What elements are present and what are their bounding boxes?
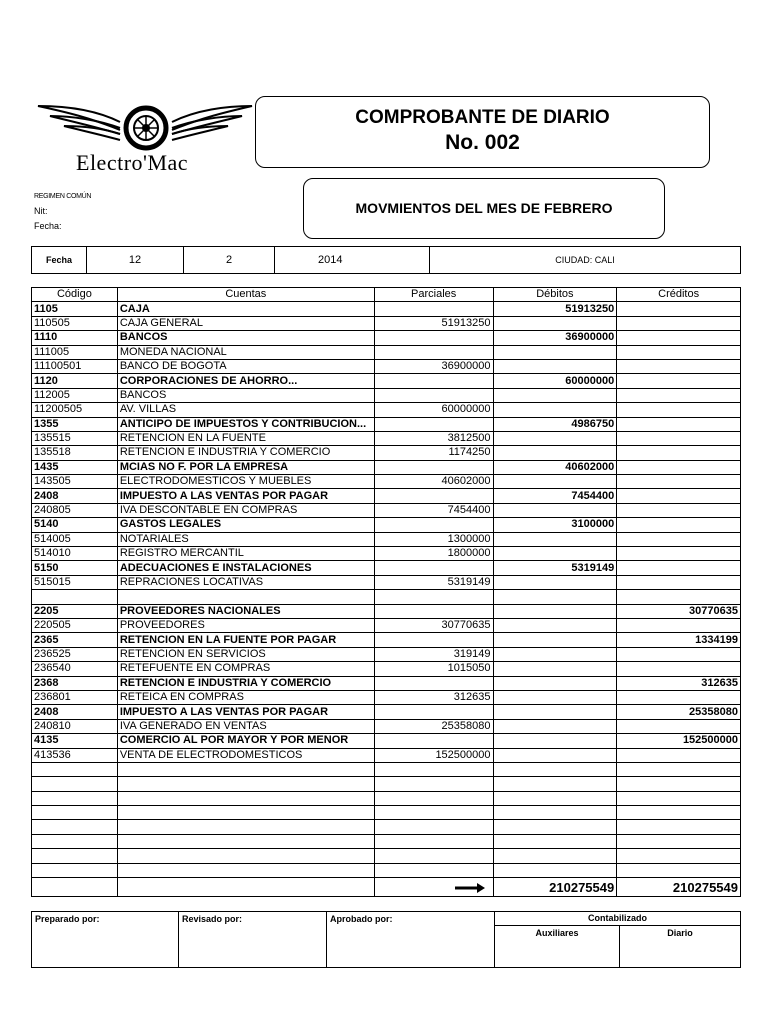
cell-parcial: 312635 [374, 690, 493, 704]
table-row [32, 719, 741, 733]
cell-codigo [32, 834, 118, 848]
table-row [32, 547, 741, 561]
cell-cuenta: CAJA GENERAL [117, 316, 374, 330]
cell-credito [617, 302, 741, 316]
cell-debito [493, 503, 617, 517]
table-row [32, 806, 741, 820]
table-row [32, 460, 741, 474]
table-row [32, 403, 741, 417]
cell-cuenta: RETENCION EN SERVICIOS [117, 647, 374, 661]
cell-credito [617, 777, 741, 791]
table-row [32, 834, 741, 848]
cell-cuenta [117, 820, 374, 834]
cell-credito [617, 618, 741, 632]
cell-cuenta: GASTOS LEGALES [117, 518, 374, 532]
table-row [32, 647, 741, 661]
subtitle-box [303, 178, 665, 239]
cell-debito: 36900000 [493, 331, 617, 345]
table-row [32, 762, 741, 776]
column-header-creditos: Créditos [617, 288, 741, 302]
cell-cuenta: PROVEEDORES NACIONALES [117, 604, 374, 618]
cell-codigo: 2408 [32, 489, 118, 503]
arrow-right-icon [455, 883, 485, 893]
cell-parcial [374, 863, 493, 877]
cell-parcial [374, 762, 493, 776]
table-row [32, 633, 741, 647]
preparado-label: Preparado por: [32, 912, 179, 968]
document-number: No. 002 [445, 131, 520, 154]
cell-codigo: 515015 [32, 575, 118, 589]
cell-credito [617, 403, 741, 417]
cell-credito: 30770635 [617, 604, 741, 618]
cell-codigo: 5150 [32, 561, 118, 575]
cell-parcial [374, 345, 493, 359]
cell-cuenta [117, 762, 374, 776]
cell-codigo [32, 777, 118, 791]
cell-parcial [374, 518, 493, 532]
cell-debito [493, 762, 617, 776]
cell-debito [493, 834, 617, 848]
cell-parcial [374, 388, 493, 402]
cell-credito [617, 532, 741, 546]
cell-cuenta: BANCOS [117, 388, 374, 402]
cell-cuenta: CORPORACIONES DE AHORRO... [117, 374, 374, 388]
table-row [32, 532, 741, 546]
cell-debito: 51913250 [493, 302, 617, 316]
table-row [32, 777, 741, 791]
cell-codigo [32, 820, 118, 834]
cell-debito [493, 388, 617, 402]
cell-debito [493, 748, 617, 762]
cell-debito: 3100000 [493, 518, 617, 532]
cell-codigo: 110505 [32, 316, 118, 330]
cell-codigo: 112005 [32, 388, 118, 402]
cell-debito [493, 820, 617, 834]
cell-cuenta: MCIAS NO F. POR LA EMPRESA [117, 460, 374, 474]
cell-debito [493, 676, 617, 690]
cell-credito [617, 849, 741, 863]
cell-credito [617, 547, 741, 561]
cell-codigo [32, 806, 118, 820]
table-row [32, 489, 741, 503]
cell-cuenta [117, 834, 374, 848]
cell-codigo: 1435 [32, 460, 118, 474]
cell-debito [493, 618, 617, 632]
cell-cuenta: BANCOS [117, 331, 374, 345]
table-row [32, 388, 741, 402]
cell-debito [493, 316, 617, 330]
cell-debito [493, 575, 617, 589]
cell-credito [617, 475, 741, 489]
table-row [32, 676, 741, 690]
cell-codigo: 4135 [32, 734, 118, 748]
cell-codigo: 2368 [32, 676, 118, 690]
cell-codigo: 143505 [32, 475, 118, 489]
table-row [32, 849, 741, 863]
company-name: Electro'Mac [76, 150, 189, 175]
cell-parcial: 25358080 [374, 719, 493, 733]
cell-credito [617, 388, 741, 402]
cell-credito [617, 316, 741, 330]
cell-codigo: 135515 [32, 431, 118, 445]
cell-credito [617, 719, 741, 733]
cell-parcial: 319149 [374, 647, 493, 661]
winged-wheel-icon [36, 100, 256, 152]
totals-row [32, 878, 741, 897]
cell-parcial [374, 331, 493, 345]
cell-debito [493, 734, 617, 748]
table-row [32, 431, 741, 445]
cell-credito [617, 345, 741, 359]
cell-codigo: 2365 [32, 633, 118, 647]
cell-parcial: 30770635 [374, 618, 493, 632]
title-box [255, 96, 710, 168]
table-row [32, 417, 741, 431]
column-header-codigo: Código [32, 288, 118, 302]
cell-credito [617, 561, 741, 575]
table-row [32, 374, 741, 388]
ledger-body [32, 302, 741, 878]
column-header-debitos: Débitos [493, 288, 617, 302]
table-row [32, 446, 741, 460]
cell-credito: 312635 [617, 676, 741, 690]
cell-debito [493, 446, 617, 460]
cell-cuenta: ANTICIPO DE IMPUESTOS Y CONTRIBUCION... [117, 417, 374, 431]
diario-label: Diario [620, 926, 741, 968]
table-row [32, 561, 741, 575]
cell-parcial: 1800000 [374, 547, 493, 561]
cell-cuenta: REPRACIONES LOCATIVAS [117, 575, 374, 589]
table-row [32, 345, 741, 359]
date-month: 2 [184, 247, 275, 274]
nit-label: Nit: [34, 206, 48, 216]
cell-codigo: 2205 [32, 604, 118, 618]
cell-parcial [374, 374, 493, 388]
cell-cuenta: ADECUACIONES E INSTALACIONES [117, 561, 374, 575]
table-row [32, 503, 741, 517]
city: CIUDAD: CALI [430, 247, 741, 274]
regimen-label: REGIMEN COMÚN [34, 193, 92, 200]
table-row [32, 604, 741, 618]
table-row [32, 590, 741, 604]
cell-cuenta: RETENCION E INDUSTRIA Y COMERCIO [117, 676, 374, 690]
cell-parcial [374, 460, 493, 474]
cell-credito [617, 503, 741, 517]
cell-parcial [374, 849, 493, 863]
cell-parcial [374, 791, 493, 805]
cell-debito: 60000000 [493, 374, 617, 388]
cell-codigo: 1110 [32, 331, 118, 345]
company-logo [36, 100, 256, 180]
cell-codigo: 1105 [32, 302, 118, 316]
date-table [31, 246, 741, 274]
cell-cuenta: RETEFUENTE EN COMPRAS [117, 662, 374, 676]
cell-codigo: 236525 [32, 647, 118, 661]
cell-cuenta [117, 590, 374, 604]
totals-code-cell [32, 878, 118, 897]
cell-codigo: 111005 [32, 345, 118, 359]
column-header-parciales: Parciales [374, 288, 493, 302]
cell-debito [493, 690, 617, 704]
cell-cuenta: RETENCION E INDUSTRIA Y COMERCIO [117, 446, 374, 460]
cell-codigo [32, 762, 118, 776]
cell-cuenta: RETEICA EN COMPRAS [117, 690, 374, 704]
cell-debito [493, 705, 617, 719]
cell-cuenta: IVA DESCONTABLE EN COMPRAS [117, 503, 374, 517]
cell-parcial [374, 806, 493, 820]
cell-credito [617, 518, 741, 532]
cell-debito [493, 403, 617, 417]
table-row [32, 690, 741, 704]
cell-codigo: 240810 [32, 719, 118, 733]
ledger-table [31, 287, 741, 897]
cell-debito [493, 359, 617, 373]
table-row [32, 518, 741, 532]
cell-debito [493, 532, 617, 546]
table-row [32, 331, 741, 345]
cell-debito [493, 475, 617, 489]
cell-codigo: 5140 [32, 518, 118, 532]
cell-codigo: 413536 [32, 748, 118, 762]
cell-parcial: 3812500 [374, 431, 493, 445]
cell-debito [493, 863, 617, 877]
cell-codigo [32, 863, 118, 877]
cell-credito [617, 834, 741, 848]
cell-cuenta [117, 863, 374, 877]
cell-credito [617, 590, 741, 604]
cell-credito [617, 806, 741, 820]
cell-parcial [374, 834, 493, 848]
cell-credito [617, 863, 741, 877]
fecha-header-label: Fecha: [34, 221, 62, 231]
cell-codigo: 2408 [32, 705, 118, 719]
document-title: COMPROBANTE DE DIARIO [355, 107, 610, 128]
cell-cuenta: REGISTRO MERCANTIL [117, 547, 374, 561]
cell-cuenta: IMPUESTO A LAS VENTAS POR PAGAR [117, 489, 374, 503]
cell-parcial: 5319149 [374, 575, 493, 589]
cell-cuenta: CAJA [117, 302, 374, 316]
date-day: 12 [87, 247, 184, 274]
cell-cuenta: RETENCION EN LA FUENTE [117, 431, 374, 445]
cell-credito [617, 431, 741, 445]
cell-parcial: 1174250 [374, 446, 493, 460]
date-year: 2014 [275, 247, 430, 274]
cell-codigo: 236540 [32, 662, 118, 676]
column-header-cuentas: Cuentas [117, 288, 374, 302]
cell-parcial [374, 604, 493, 618]
cell-cuenta: ELECTRODOMESTICOS Y MUEBLES [117, 475, 374, 489]
cell-parcial: 152500000 [374, 748, 493, 762]
cell-codigo: 1120 [32, 374, 118, 388]
cell-credito: 1334199 [617, 633, 741, 647]
cell-parcial [374, 705, 493, 719]
cell-debito [493, 547, 617, 561]
cell-parcial [374, 820, 493, 834]
cell-credito [617, 575, 741, 589]
cell-cuenta: VENTA DE ELECTRODOMESTICOS [117, 748, 374, 762]
cell-cuenta: IVA GENERADO EN VENTAS [117, 719, 374, 733]
cell-credito [617, 446, 741, 460]
cell-codigo [32, 590, 118, 604]
cell-debito [493, 431, 617, 445]
subtitle: MOVMIENTOS DEL MES DE FEBRERO [355, 200, 613, 216]
cell-codigo: 514005 [32, 532, 118, 546]
cell-credito [617, 331, 741, 345]
cell-codigo: 11200505 [32, 403, 118, 417]
cell-credito [617, 417, 741, 431]
cell-parcial [374, 633, 493, 647]
cell-cuenta [117, 849, 374, 863]
cell-debito [493, 590, 617, 604]
table-row [32, 662, 741, 676]
cell-debito: 5319149 [493, 561, 617, 575]
cell-cuenta: MONEDA NACIONAL [117, 345, 374, 359]
cell-parcial: 51913250 [374, 316, 493, 330]
revisado-label: Revisado por: [179, 912, 327, 968]
total-creditos: 210275549 [617, 878, 741, 897]
table-row [32, 748, 741, 762]
cell-debito [493, 662, 617, 676]
cell-codigo: 135518 [32, 446, 118, 460]
cell-debito [493, 777, 617, 791]
cell-parcial [374, 561, 493, 575]
cell-codigo: 1355 [32, 417, 118, 431]
table-row [32, 791, 741, 805]
cell-cuenta [117, 791, 374, 805]
date-label: Fecha [32, 247, 87, 274]
cell-parcial [374, 302, 493, 316]
cell-cuenta: NOTARIALES [117, 532, 374, 546]
cell-cuenta: RETENCION EN LA FUENTE POR PAGAR [117, 633, 374, 647]
cell-credito [617, 791, 741, 805]
cell-parcial [374, 734, 493, 748]
cell-credito [617, 690, 741, 704]
cell-codigo: 236801 [32, 690, 118, 704]
table-row [32, 359, 741, 373]
table-row [32, 820, 741, 834]
cell-parcial [374, 417, 493, 431]
cell-parcial [374, 489, 493, 503]
cell-parcial [374, 676, 493, 690]
cell-credito: 25358080 [617, 705, 741, 719]
cell-cuenta: BANCO DE BOGOTA [117, 359, 374, 373]
cell-credito: 152500000 [617, 734, 741, 748]
cell-credito [617, 460, 741, 474]
table-header-row [32, 288, 741, 302]
cell-cuenta [117, 806, 374, 820]
cell-cuenta: COMERCIO AL POR MAYOR Y POR MENOR [117, 734, 374, 748]
cell-parcial [374, 590, 493, 604]
totals-arrow-cell [374, 878, 493, 897]
cell-codigo: 240805 [32, 503, 118, 517]
cell-debito: 7454400 [493, 489, 617, 503]
cell-credito [617, 359, 741, 373]
cell-credito [617, 489, 741, 503]
cell-parcial: 36900000 [374, 359, 493, 373]
cell-cuenta: PROVEEDORES [117, 618, 374, 632]
table-row [32, 475, 741, 489]
cell-codigo [32, 791, 118, 805]
table-row [32, 863, 741, 877]
table-row [32, 575, 741, 589]
cell-debito [493, 791, 617, 805]
cell-cuenta: IMPUESTO A LAS VENTAS POR PAGAR [117, 705, 374, 719]
total-debitos: 210275549 [493, 878, 617, 897]
table-row [32, 734, 741, 748]
cell-credito [617, 748, 741, 762]
cell-credito [617, 662, 741, 676]
cell-debito [493, 806, 617, 820]
cell-codigo [32, 849, 118, 863]
cell-cuenta: AV. VILLAS [117, 403, 374, 417]
cell-parcial: 60000000 [374, 403, 493, 417]
cell-codigo: 11100501 [32, 359, 118, 373]
cell-codigo: 514010 [32, 547, 118, 561]
signature-table [31, 911, 741, 968]
contabilizado-label: Contabilizado [495, 912, 741, 926]
cell-debito: 40602000 [493, 460, 617, 474]
cell-debito [493, 345, 617, 359]
auxiliares-label: Auxiliares [495, 926, 620, 968]
cell-debito [493, 719, 617, 733]
cell-credito [617, 374, 741, 388]
cell-parcial: 1300000 [374, 532, 493, 546]
cell-credito [617, 647, 741, 661]
table-row [32, 302, 741, 316]
cell-debito [493, 633, 617, 647]
table-row [32, 316, 741, 330]
totals-account-cell [117, 878, 374, 897]
cell-cuenta [117, 777, 374, 791]
cell-credito [617, 762, 741, 776]
cell-codigo: 220505 [32, 618, 118, 632]
cell-debito [493, 849, 617, 863]
cell-parcial [374, 777, 493, 791]
cell-credito [617, 820, 741, 834]
cell-parcial: 1015050 [374, 662, 493, 676]
cell-debito: 4986750 [493, 417, 617, 431]
cell-parcial: 40602000 [374, 475, 493, 489]
table-row [32, 705, 741, 719]
cell-debito [493, 647, 617, 661]
table-row [32, 618, 741, 632]
cell-parcial: 7454400 [374, 503, 493, 517]
aprobado-label: Aprobado por: [327, 912, 495, 968]
cell-debito [493, 604, 617, 618]
